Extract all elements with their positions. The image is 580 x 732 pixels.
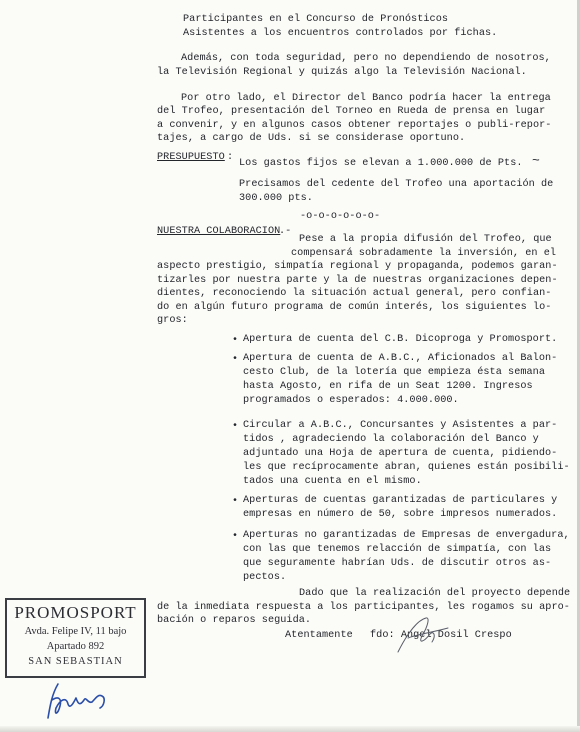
text-line: del Trofeo, presentación del Torneo en Rueda de prensa en lugar	[157, 106, 546, 117]
bullet-line: hasta Agosto, en rifa de un Seat 1200. Ingresos	[243, 381, 533, 392]
text-line: a convenir, y en algunos casos obtener reportajes o publi-repor-	[157, 120, 552, 131]
bullet-line: Apertura de cuenta de A.B.C., Aficionados al Balon-	[243, 353, 558, 364]
text-line: 300.000 pts.	[239, 193, 313, 204]
text-line: Los gastos fijos se elevan a 1.000.000 de Pts.	[239, 158, 523, 169]
bullet-line: pectos.	[243, 572, 287, 583]
stamp-name: PROMOSPORT	[14, 603, 137, 622]
bullet-icon: •	[232, 496, 239, 507]
bullet-line: Aperturas no garantizadas de Empresas de envergadura,	[243, 530, 570, 541]
text-line: la Televisión Regional y quizás algo la Televisión Nacional.	[157, 67, 527, 78]
bullet-line: con las que tenemos relacción de simpatía, con las	[243, 544, 552, 555]
bullet-line: tados una cuenta en el mismo.	[243, 476, 422, 487]
handwritten-signature-icon	[40, 676, 112, 724]
colaboracion-tail: .-	[279, 226, 292, 237]
stamp-address-1: Avda. Felipe IV, 11 bajo	[24, 626, 127, 637]
bullet-icon: •	[232, 531, 239, 542]
presupuesto-heading: PRESUPUESTO	[157, 152, 225, 163]
text-line: gros:	[157, 315, 188, 326]
bullet-line: adjuntado una Hoja de apertura de cuenta, pidiendo-	[243, 448, 558, 459]
page-bottom-edge	[0, 726, 580, 732]
bullet-line: Circular a A.B.C., Concursantes y Asistentes a par-	[243, 420, 558, 431]
text-line: Asistentes a los encuentros controlados por fichas.	[183, 28, 498, 39]
bullet-line: Aperturas de cuentas garantizadas de particulares y	[243, 495, 558, 506]
bullet-line: Apertura de cuenta del C.B. Dicoproga y Promosport.	[243, 334, 558, 345]
tilde-mark-icon: ~	[532, 153, 540, 168]
bullet-line: tidos , agradeciendo la colaboración del Banco y	[243, 434, 539, 445]
promosport-stamp	[5, 598, 146, 678]
bullet-line: cesto Club, de la lotería que empieza ésta semana	[243, 367, 546, 378]
closing-atentamente: Atentamente	[285, 630, 353, 641]
bullet-icon: •	[232, 354, 239, 365]
text-line: Participantes en el Concurso de Pronósticos	[183, 14, 449, 25]
bullet-line: que seguramente habrían Uds. de discutir otros as-	[243, 558, 552, 569]
bullet-icon: •	[232, 335, 239, 346]
closing-line: bación o reparos seguida.	[157, 615, 312, 626]
text-line: compensará sobradamente la inversión, en el	[291, 248, 557, 259]
text-line: Por otro lado, el Director del Banco podría hacer la entrega	[181, 93, 551, 104]
text-line: do en algún futuro programa de común interés, los siguientes lo-	[157, 302, 552, 313]
text-line: tizarles por nuestra parte y la de nuestras organizaciones depen-	[157, 275, 558, 286]
signature-icon	[378, 612, 458, 658]
divider: -o-o-o-o-o-o-	[300, 211, 381, 222]
closing-line: Dado que la realización del proyecto depende	[299, 588, 571, 599]
bullet-line: empresas en número de 50, sobre impresos numerados.	[243, 509, 558, 520]
closing-firma: fdo: Angel Dosil Crespo	[370, 630, 512, 641]
text-line: Pese a la propia difusión del Trofeo, que	[299, 234, 552, 245]
presupuesto-colon: :	[227, 152, 234, 163]
closing-line: de la inmediata respuesta a los participantes, les rogamos su apro-	[157, 602, 570, 613]
stamp-city: SAN SEBASTIAN	[28, 656, 123, 667]
text-line: aspecto prestigio, simpatía regional y propaganda, podemos garan-	[157, 261, 558, 272]
text-line: tajes, a cargo de Uds. si se considerase oportuno.	[157, 133, 466, 144]
text-line: Precisamos del cedente del Trofeo una aportación de	[239, 179, 554, 190]
bullet-line: les que recíprocamente abran, quienes están posibili-	[243, 462, 570, 473]
text-line: dientes, reconociendo la situación actual general, pero confian-	[157, 288, 552, 299]
bullet-line: programados o esperados: 4.000.000.	[243, 395, 459, 406]
text-line: Además, con toda seguridad, pero no dependiendo de nosotros,	[181, 53, 551, 64]
bullet-icon: •	[232, 421, 239, 432]
stamp-address-2: Apartado 892	[46, 641, 105, 652]
colaboracion-heading: NUESTRA COLABORACION	[157, 226, 281, 237]
